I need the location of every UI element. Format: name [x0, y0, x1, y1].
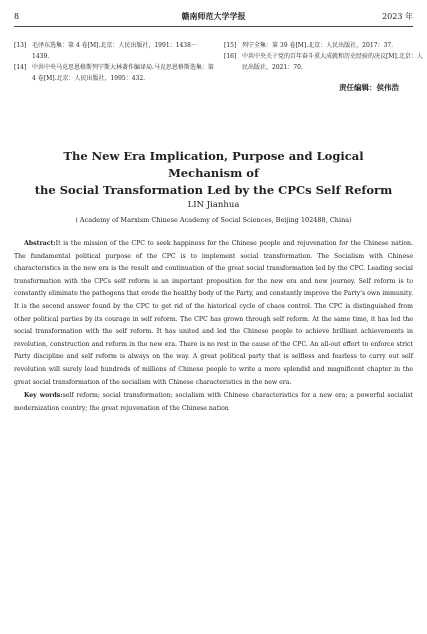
paper-title [30, 148, 397, 199]
reference-number: [13] [14, 42, 27, 49]
title-line-2: the Social Transformation Led by the CPCs Self Reform [34, 183, 393, 197]
reference-item [14, 62, 214, 84]
abstract-text: It is the mission of the CPC to seek happiness for the Chinese people and rejuvenation for the Chinese nation. The fundamental political purpose of the CPC is to implement social transformation. The Socialism with Chinese characteristics in the new era is the result and continuation of the great social transformation led by the CPC. Leading social transformation with the CPCs self reform is an important proposition for the new era and new journey. Self reform is to constantly eliminate the pathogens that erode the healthy body of the Party, and constantly improve the Party's own immunity. It is the second answer found by the CPC to get rid of the historical cycle of chaos control. The CPC is distinguished from other political parties by its courage in self reform. The CPC has grown through self reform. At the same time, it has led the social transformation with the self reform. It has united and led the Chinese people to achieve brilliant achievements in revolution, construction and reform in the new era. There is no rest in the cause of the CPC. An all-out effort to enforce strict Party discipline and self reform is always on the way. A great political party that is selfless and fearless to carry out self revolution will surely lead hundreds of millions of Chinese people to write a more splendid and magnificent chapter in the great social transformation of the socialism with Chinese characteristics in the new era. [14, 240, 413, 386]
running-header [14, 8, 413, 27]
reference-item [224, 51, 424, 73]
author-affiliation: ( Academy of Marxism Chinese Academy of Social Sciences, Beijing 102488, China) [75, 216, 352, 224]
reference-item [224, 40, 424, 51]
abstract [14, 238, 413, 389]
reference-text: 中共中央关于党的百年奋斗重大成就和历史经验的决议[M].北京：人民出版社，2021：70. [242, 53, 423, 71]
abstract-label: Abstract: [24, 240, 56, 247]
keywords [14, 390, 413, 415]
responsible-editor: 责任编辑：侯伟浩 [339, 83, 399, 92]
reference-text: 列宁全集：第 39 卷[M].北京：人民出版社，2017：37. [242, 42, 393, 49]
reference-item [14, 40, 214, 62]
journal-name: 赣南师范大学学报 [181, 12, 246, 21]
reference-number: [14] [14, 64, 27, 71]
references-left-column [14, 40, 214, 84]
keywords-text: self reform; social transformation; socialism with Chinese characteristics for a new era; a powerful socialist modernization country; the great rejuvenation of the Chinese nation [14, 392, 413, 412]
title-line-1: The New Era Implication, Purpose and Logical Mechanism of [63, 149, 364, 180]
reference-number: [15] [224, 42, 237, 49]
reference-number: [16] [224, 53, 237, 60]
keywords-label: Key words: [24, 392, 63, 399]
references-right-column [224, 40, 424, 73]
header-year: 2023 年 [382, 12, 413, 21]
page-number: 8 [14, 12, 20, 21]
reference-text: 毛泽东选集：第 4 卷[M].北京：人民出版社，1991：1438－1439. [32, 42, 197, 60]
author-name: LIN Jianhua [187, 200, 240, 210]
reference-text: 中共中央马克思恩格斯列宁斯大林著作编译局.马克思恩格斯选集：第 4 卷[M].北京：人民出版社，1995：432. [32, 64, 214, 82]
